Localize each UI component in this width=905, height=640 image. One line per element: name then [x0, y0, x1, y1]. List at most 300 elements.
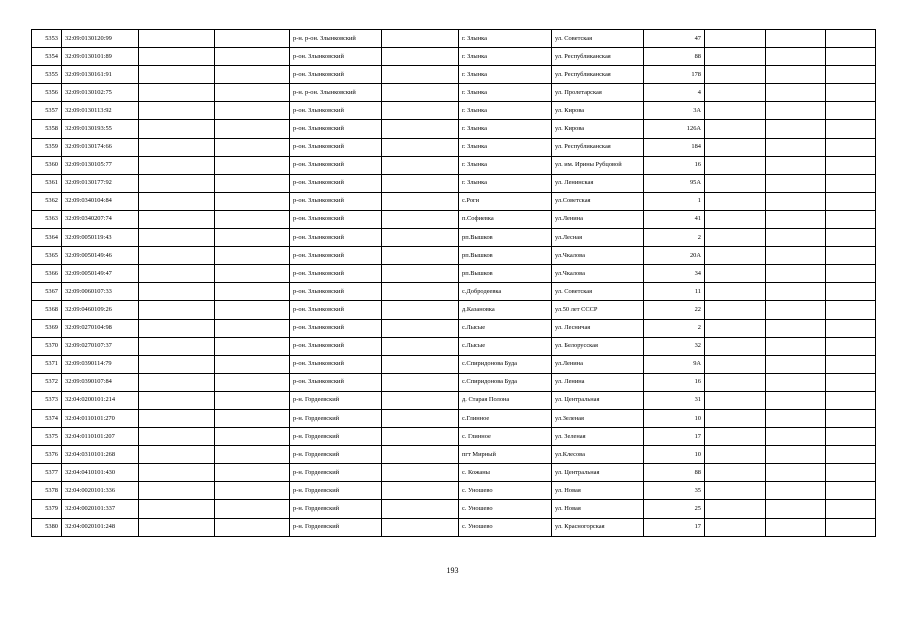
table-row: [32, 391, 876, 409]
empty-col-4-cell: [215, 373, 290, 391]
row-number-cell: 5372: [32, 373, 62, 391]
house-number-cell: 178: [644, 66, 705, 84]
district-cell: р-он. Злынковский: [290, 66, 382, 84]
street-cell: ул. Красногорская: [552, 518, 644, 536]
empty-col-10-cell: [705, 120, 766, 138]
empty-col-4-cell: [215, 174, 290, 192]
empty-col-11-cell: [766, 30, 826, 48]
empty-col-3-cell: [139, 373, 215, 391]
empty-col-6-cell: [382, 283, 459, 301]
table-row: [32, 247, 876, 265]
empty-col-10-cell: [705, 391, 766, 409]
empty-col-12-cell: [826, 48, 876, 66]
cadastral-number-cell: 32:09:0270104:98: [62, 319, 139, 337]
empty-col-10-cell: [705, 428, 766, 446]
empty-col-3-cell: [139, 174, 215, 192]
row-number-cell: 5357: [32, 102, 62, 120]
cadastral-number-cell: 32:09:0130174:66: [62, 138, 139, 156]
empty-col-6-cell: [382, 391, 459, 409]
empty-col-10-cell: [705, 174, 766, 192]
row-number-cell: 5360: [32, 156, 62, 174]
empty-col-10-cell: [705, 265, 766, 283]
empty-col-11-cell: [766, 373, 826, 391]
cadastral-number-cell: 32:09:0050149:47: [62, 265, 139, 283]
settlement-cell: рп.Вышков: [459, 247, 552, 265]
empty-col-12-cell: [826, 265, 876, 283]
table-row: [32, 409, 876, 427]
table-row: [32, 500, 876, 518]
settlement-cell: с.Роги: [459, 192, 552, 210]
empty-col-6-cell: [382, 355, 459, 373]
settlement-cell: с.Глинное: [459, 409, 552, 427]
district-cell: р-он. Злынковский: [290, 210, 382, 228]
empty-col-11-cell: [766, 156, 826, 174]
cadastral-number-cell: 32:09:0130177:92: [62, 174, 139, 192]
empty-col-4-cell: [215, 210, 290, 228]
settlement-cell: с.Лысые: [459, 337, 552, 355]
house-number-cell: 126А: [644, 120, 705, 138]
row-number-cell: 5359: [32, 138, 62, 156]
district-cell: р-он. Злынковский: [290, 373, 382, 391]
table-row: [32, 373, 876, 391]
empty-col-3-cell: [139, 120, 215, 138]
row-number-cell: 5380: [32, 518, 62, 536]
table-row: [32, 283, 876, 301]
table-row: [32, 192, 876, 210]
settlement-cell: г. Злынка: [459, 102, 552, 120]
empty-col-11-cell: [766, 428, 826, 446]
table-row: [32, 210, 876, 228]
empty-col-11-cell: [766, 247, 826, 265]
settlement-cell: с. Кожаны: [459, 464, 552, 482]
district-cell: р-он. Злынковский: [290, 48, 382, 66]
house-number-cell: 31: [644, 391, 705, 409]
empty-col-10-cell: [705, 138, 766, 156]
empty-col-3-cell: [139, 409, 215, 427]
settlement-cell: г. Злынка: [459, 138, 552, 156]
empty-col-4-cell: [215, 138, 290, 156]
cadastral-number-cell: 32:04:0110101:207: [62, 428, 139, 446]
cadastral-number-cell: 32:09:0130120:99: [62, 30, 139, 48]
table-row: [32, 156, 876, 174]
district-cell: р-н. р-он. Злынковский: [290, 30, 382, 48]
settlement-cell: г. Злынка: [459, 120, 552, 138]
district-cell: р-он. Злынковский: [290, 229, 382, 247]
table-row: [32, 120, 876, 138]
empty-col-11-cell: [766, 337, 826, 355]
empty-col-11-cell: [766, 210, 826, 228]
empty-col-3-cell: [139, 84, 215, 102]
settlement-cell: г. Злынка: [459, 48, 552, 66]
house-number-cell: 88: [644, 48, 705, 66]
settlement-cell: с. Уношево: [459, 500, 552, 518]
row-number-cell: 5378: [32, 482, 62, 500]
table-row: [32, 464, 876, 482]
empty-col-6-cell: [382, 319, 459, 337]
empty-col-10-cell: [705, 446, 766, 464]
empty-col-12-cell: [826, 446, 876, 464]
row-number-cell: 5363: [32, 210, 62, 228]
street-cell: ул. Зеленая: [552, 428, 644, 446]
empty-col-6-cell: [382, 482, 459, 500]
empty-col-4-cell: [215, 265, 290, 283]
cadastral-number-cell: 32:09:0340207:74: [62, 210, 139, 228]
street-cell: ул. Кирова: [552, 102, 644, 120]
cadastral-number-cell: 32:04:0410101:430: [62, 464, 139, 482]
row-number-cell: 5373: [32, 391, 62, 409]
empty-col-6-cell: [382, 518, 459, 536]
empty-col-4-cell: [215, 84, 290, 102]
district-cell: р-он. Злынковский: [290, 156, 382, 174]
empty-col-11-cell: [766, 391, 826, 409]
cadastral-number-cell: 32:09:0130101:89: [62, 48, 139, 66]
street-cell: ул. Кирова: [552, 120, 644, 138]
empty-col-4-cell: [215, 446, 290, 464]
empty-col-11-cell: [766, 265, 826, 283]
district-cell: р-н. Гордеевский: [290, 446, 382, 464]
empty-col-12-cell: [826, 373, 876, 391]
settlement-cell: с. Глинное: [459, 428, 552, 446]
empty-col-11-cell: [766, 174, 826, 192]
empty-col-12-cell: [826, 337, 876, 355]
empty-col-6-cell: [382, 192, 459, 210]
settlement-cell: г. Злынка: [459, 174, 552, 192]
empty-col-10-cell: [705, 192, 766, 210]
empty-col-4-cell: [215, 48, 290, 66]
empty-col-4-cell: [215, 30, 290, 48]
empty-col-11-cell: [766, 283, 826, 301]
table-row: [32, 319, 876, 337]
empty-col-12-cell: [826, 138, 876, 156]
cadastral-number-cell: 32:09:0340104:84: [62, 192, 139, 210]
table-row: [32, 102, 876, 120]
house-number-cell: 2: [644, 229, 705, 247]
empty-col-11-cell: [766, 446, 826, 464]
row-number-cell: 5368: [32, 301, 62, 319]
row-number-cell: 5355: [32, 66, 62, 84]
house-number-cell: 10: [644, 409, 705, 427]
empty-col-6-cell: [382, 120, 459, 138]
empty-col-6-cell: [382, 30, 459, 48]
empty-col-10-cell: [705, 464, 766, 482]
empty-col-6-cell: [382, 373, 459, 391]
house-number-cell: 47: [644, 30, 705, 48]
street-cell: ул.Чкалова: [552, 247, 644, 265]
district-cell: р-н. Гордеевский: [290, 409, 382, 427]
empty-col-4-cell: [215, 156, 290, 174]
cadastral-number-cell: 32:09:0460109:26: [62, 301, 139, 319]
empty-col-4-cell: [215, 102, 290, 120]
row-number-cell: 5358: [32, 120, 62, 138]
house-number-cell: 88: [644, 464, 705, 482]
empty-col-3-cell: [139, 283, 215, 301]
empty-col-6-cell: [382, 247, 459, 265]
empty-col-10-cell: [705, 30, 766, 48]
district-cell: р-он. Злынковский: [290, 138, 382, 156]
empty-col-12-cell: [826, 518, 876, 536]
empty-col-4-cell: [215, 482, 290, 500]
row-number-cell: 5370: [32, 337, 62, 355]
cadastral-number-cell: 32:09:0130113:92: [62, 102, 139, 120]
empty-col-10-cell: [705, 84, 766, 102]
house-number-cell: 1: [644, 192, 705, 210]
table-row: [32, 30, 876, 48]
settlement-cell: рп.Вышков: [459, 229, 552, 247]
empty-col-10-cell: [705, 373, 766, 391]
table-row: [32, 229, 876, 247]
empty-col-4-cell: [215, 428, 290, 446]
empty-col-6-cell: [382, 229, 459, 247]
district-cell: р-н. Гордеевский: [290, 482, 382, 500]
house-number-cell: 4: [644, 84, 705, 102]
empty-col-10-cell: [705, 48, 766, 66]
district-cell: р-н. Гордеевский: [290, 518, 382, 536]
empty-col-11-cell: [766, 48, 826, 66]
settlement-cell: с.Добродеевка: [459, 283, 552, 301]
street-cell: ул.Ленина: [552, 210, 644, 228]
table-row: [32, 446, 876, 464]
empty-col-12-cell: [826, 301, 876, 319]
row-number-cell: 5369: [32, 319, 62, 337]
register-table: [31, 29, 876, 537]
empty-col-12-cell: [826, 192, 876, 210]
district-cell: р-он. Злынковский: [290, 265, 382, 283]
empty-col-6-cell: [382, 265, 459, 283]
empty-col-6-cell: [382, 337, 459, 355]
table-row: [32, 355, 876, 373]
house-number-cell: 16: [644, 373, 705, 391]
empty-col-10-cell: [705, 337, 766, 355]
row-number-cell: 5366: [32, 265, 62, 283]
empty-col-3-cell: [139, 102, 215, 120]
empty-col-6-cell: [382, 464, 459, 482]
cadastral-number-cell: 32:09:0130102:75: [62, 84, 139, 102]
empty-col-12-cell: [826, 156, 876, 174]
settlement-cell: рп.Вышков: [459, 265, 552, 283]
empty-col-6-cell: [382, 500, 459, 518]
empty-col-3-cell: [139, 210, 215, 228]
empty-col-10-cell: [705, 247, 766, 265]
cadastral-number-cell: 32:09:0050119:43: [62, 229, 139, 247]
street-cell: ул. Советская: [552, 30, 644, 48]
empty-col-10-cell: [705, 518, 766, 536]
row-number-cell: 5356: [32, 84, 62, 102]
empty-col-3-cell: [139, 518, 215, 536]
empty-col-6-cell: [382, 409, 459, 427]
empty-col-3-cell: [139, 30, 215, 48]
street-cell: ул. Новая: [552, 482, 644, 500]
cadastral-number-cell: 32:09:0270107:37: [62, 337, 139, 355]
empty-col-12-cell: [826, 66, 876, 84]
empty-col-3-cell: [139, 446, 215, 464]
settlement-cell: с.Спиридонова Буда: [459, 355, 552, 373]
empty-col-4-cell: [215, 301, 290, 319]
district-cell: р-н. р-он. Злынковский: [290, 84, 382, 102]
empty-col-3-cell: [139, 66, 215, 84]
empty-col-4-cell: [215, 66, 290, 84]
row-number-cell: 5377: [32, 464, 62, 482]
register-table-body: [32, 30, 876, 537]
table-row: [32, 482, 876, 500]
settlement-cell: г. Злынка: [459, 66, 552, 84]
settlement-cell: п.Софиевка: [459, 210, 552, 228]
empty-col-4-cell: [215, 229, 290, 247]
empty-col-6-cell: [382, 138, 459, 156]
empty-col-12-cell: [826, 210, 876, 228]
house-number-cell: 184: [644, 138, 705, 156]
cadastral-number-cell: 32:09:0390107:84: [62, 373, 139, 391]
house-number-cell: 35: [644, 482, 705, 500]
house-number-cell: 9А: [644, 355, 705, 373]
empty-col-10-cell: [705, 102, 766, 120]
district-cell: р-н. Гордеевский: [290, 500, 382, 518]
empty-col-11-cell: [766, 409, 826, 427]
empty-col-12-cell: [826, 482, 876, 500]
empty-col-3-cell: [139, 500, 215, 518]
empty-col-12-cell: [826, 319, 876, 337]
cadastral-number-cell: 32:09:0130193:55: [62, 120, 139, 138]
empty-col-12-cell: [826, 283, 876, 301]
empty-col-10-cell: [705, 283, 766, 301]
empty-col-11-cell: [766, 464, 826, 482]
street-cell: ул.Клесова: [552, 446, 644, 464]
empty-col-4-cell: [215, 192, 290, 210]
empty-col-4-cell: [215, 337, 290, 355]
empty-col-3-cell: [139, 428, 215, 446]
empty-col-3-cell: [139, 391, 215, 409]
district-cell: р-он. Злынковский: [290, 337, 382, 355]
empty-col-11-cell: [766, 229, 826, 247]
empty-col-11-cell: [766, 120, 826, 138]
empty-col-4-cell: [215, 283, 290, 301]
empty-col-6-cell: [382, 301, 459, 319]
empty-col-10-cell: [705, 409, 766, 427]
empty-col-6-cell: [382, 446, 459, 464]
street-cell: ул. Ленина: [552, 373, 644, 391]
empty-col-4-cell: [215, 247, 290, 265]
empty-col-3-cell: [139, 337, 215, 355]
district-cell: р-он. Злынковский: [290, 319, 382, 337]
street-cell: ул.Ленина: [552, 355, 644, 373]
table-row: [32, 174, 876, 192]
table-row: [32, 48, 876, 66]
empty-col-6-cell: [382, 156, 459, 174]
empty-col-12-cell: [826, 84, 876, 102]
street-cell: ул. Центральная: [552, 464, 644, 482]
empty-col-3-cell: [139, 138, 215, 156]
street-cell: ул. им. Ирины Рубцовой: [552, 156, 644, 174]
settlement-cell: с.Спиридонова Буда: [459, 373, 552, 391]
empty-col-4-cell: [215, 518, 290, 536]
row-number-cell: 5367: [32, 283, 62, 301]
street-cell: ул. Центральная: [552, 391, 644, 409]
table-row: [32, 301, 876, 319]
empty-col-3-cell: [139, 464, 215, 482]
district-cell: р-он. Злынковский: [290, 192, 382, 210]
row-number-cell: 5371: [32, 355, 62, 373]
district-cell: р-он. Злынковский: [290, 174, 382, 192]
empty-col-11-cell: [766, 482, 826, 500]
district-cell: р-н. Гордеевский: [290, 391, 382, 409]
cadastral-number-cell: 32:04:0200101:214: [62, 391, 139, 409]
house-number-cell: 16: [644, 156, 705, 174]
empty-col-4-cell: [215, 120, 290, 138]
table-row: [32, 337, 876, 355]
row-number-cell: 5376: [32, 446, 62, 464]
cadastral-number-cell: 32:04:0020101:248: [62, 518, 139, 536]
cadastral-number-cell: 32:09:0050149:46: [62, 247, 139, 265]
empty-col-10-cell: [705, 66, 766, 84]
street-cell: ул. Республиканская: [552, 48, 644, 66]
empty-col-11-cell: [766, 102, 826, 120]
street-cell: ул. Лесничая: [552, 319, 644, 337]
street-cell: ул. Белорусская: [552, 337, 644, 355]
row-number-cell: 5365: [32, 247, 62, 265]
empty-col-6-cell: [382, 84, 459, 102]
empty-col-12-cell: [826, 120, 876, 138]
settlement-cell: г. Злынка: [459, 84, 552, 102]
street-cell: ул. Пролетарская: [552, 84, 644, 102]
empty-col-3-cell: [139, 482, 215, 500]
settlement-cell: пгт Мирный: [459, 446, 552, 464]
street-cell: ул. Республиканская: [552, 66, 644, 84]
cadastral-number-cell: 32:09:0130105:77: [62, 156, 139, 174]
empty-col-12-cell: [826, 247, 876, 265]
settlement-cell: с. Уношево: [459, 518, 552, 536]
empty-col-4-cell: [215, 391, 290, 409]
house-number-cell: 3А: [644, 102, 705, 120]
house-number-cell: 25: [644, 500, 705, 518]
row-number-cell: 5354: [32, 48, 62, 66]
empty-col-6-cell: [382, 428, 459, 446]
row-number-cell: 5361: [32, 174, 62, 192]
empty-col-3-cell: [139, 156, 215, 174]
empty-col-6-cell: [382, 48, 459, 66]
empty-col-3-cell: [139, 265, 215, 283]
house-number-cell: 32: [644, 337, 705, 355]
cadastral-number-cell: 32:09:0390114:79: [62, 355, 139, 373]
empty-col-12-cell: [826, 30, 876, 48]
empty-col-10-cell: [705, 500, 766, 518]
cadastral-number-cell: 32:04:0310101:268: [62, 446, 139, 464]
cadastral-number-cell: 32:04:0020101:337: [62, 500, 139, 518]
empty-col-10-cell: [705, 301, 766, 319]
empty-col-11-cell: [766, 355, 826, 373]
empty-col-10-cell: [705, 229, 766, 247]
street-cell: ул.Лесная: [552, 229, 644, 247]
street-cell: ул.50 лет СССР: [552, 301, 644, 319]
table-row: [32, 265, 876, 283]
district-cell: р-н. Гордеевский: [290, 464, 382, 482]
cadastral-number-cell: 32:04:0020101:336: [62, 482, 139, 500]
empty-col-6-cell: [382, 210, 459, 228]
table-row: [32, 66, 876, 84]
empty-col-3-cell: [139, 48, 215, 66]
cadastral-number-cell: 32:04:0110101:270: [62, 409, 139, 427]
empty-col-3-cell: [139, 247, 215, 265]
empty-col-4-cell: [215, 409, 290, 427]
house-number-cell: 10: [644, 446, 705, 464]
house-number-cell: 2: [644, 319, 705, 337]
empty-col-11-cell: [766, 301, 826, 319]
street-cell: ул.Зеленая: [552, 409, 644, 427]
district-cell: р-он. Злынковский: [290, 102, 382, 120]
house-number-cell: 20А: [644, 247, 705, 265]
empty-col-10-cell: [705, 210, 766, 228]
empty-col-3-cell: [139, 355, 215, 373]
empty-col-11-cell: [766, 500, 826, 518]
street-cell: ул. Новая: [552, 500, 644, 518]
